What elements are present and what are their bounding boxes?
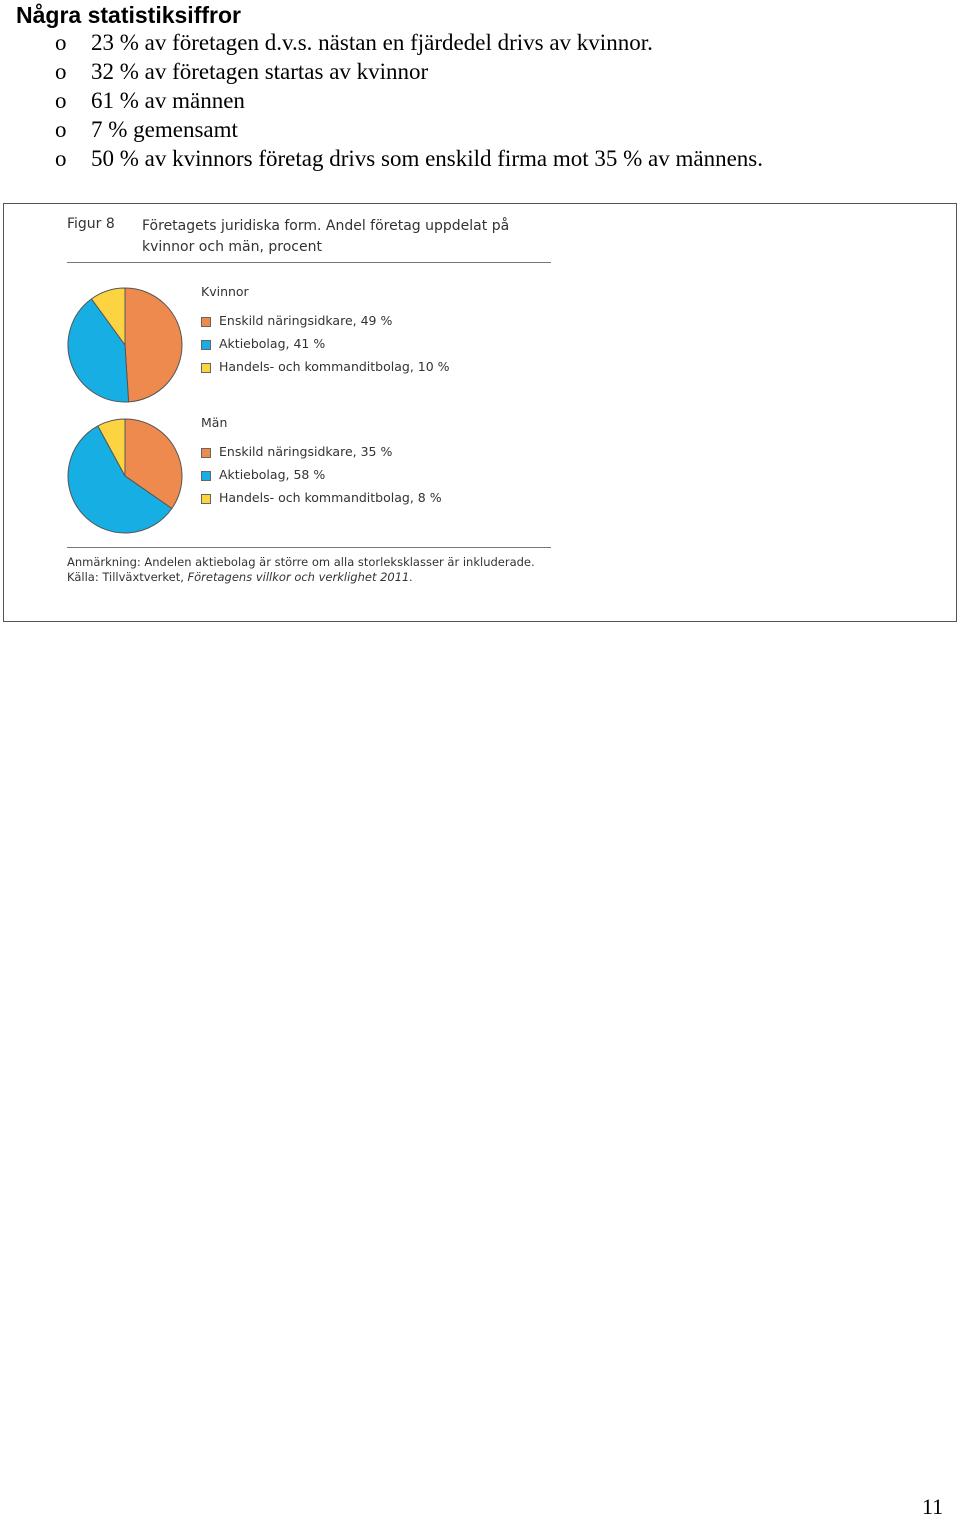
figure-source [67,570,413,584]
bullet-text: 61 % av männen [91,88,245,113]
legend-label: Enskild näringsidkare, 49 % [219,313,393,328]
bullet-text: 50 % av kvinnors företag drivs som enskild firma mot 35 % av männens. [91,146,763,171]
bullet-item [0,88,960,117]
bullet-marker: o [55,30,67,55]
legend-swatch-enskild [201,317,211,327]
legend-swatch-handels [201,363,211,373]
bullet-marker: o [55,59,67,84]
page-heading: Några statistiksiffror [16,2,241,28]
legend-swatch-enskild [201,448,211,458]
legend-label: Enskild näringsidkare, 35 % [219,444,393,459]
bullet-marker: o [55,117,67,142]
legend-label: Handels- och kommanditbolag, 8 % [219,490,442,505]
legend-swatch-aktiebolag [201,471,211,481]
figure-source-prefix: Källa: Tillväxtverket, [67,570,188,584]
bullet-text: 7 % gemensamt [91,117,238,142]
page-number: 11 [922,1494,944,1519]
bullet-item [0,59,960,88]
bullet-item [0,117,960,146]
figure-top-rule [67,262,551,263]
legend-label: Aktiebolag, 58 % [219,467,326,482]
bullet-item [0,30,960,59]
pie-chart-man [64,415,186,537]
chart-title-kvinnor: Kvinnor [201,284,249,299]
legend-label: Handels- och kommanditbolag, 10 % [219,359,450,374]
figure-box [3,203,957,622]
pie-chart-kvinnor [64,284,186,406]
figure-label: Figur 8 [67,216,115,232]
figure-title: Företagets juridiska form. Andel företag uppdelat på kvinnor och män, procent [142,218,510,255]
legend-label: Aktiebolag, 41 % [219,336,326,351]
bullet-text: 23 % av företagen d.v.s. nästan en fjärdedel drivs av kvinnor. [91,30,653,55]
bullet-text: 32 % av företagen startas av kvinnor [91,59,429,84]
figure-bottom-rule [67,547,551,548]
legend-swatch-handels [201,494,211,504]
bullet-marker: o [55,88,67,113]
bullet-marker: o [55,146,67,171]
chart-title-man: Män [201,415,228,430]
bullet-item [0,146,960,175]
figure-source-title: Företagens villkor och verklighet 2011. [187,570,414,584]
figure-note: Anmärkning: Andelen aktiebolag är större om alla storleksklasser är inkluderade. [67,555,535,569]
legend-swatch-aktiebolag [201,340,211,350]
pie-slice-enskild [125,288,182,402]
